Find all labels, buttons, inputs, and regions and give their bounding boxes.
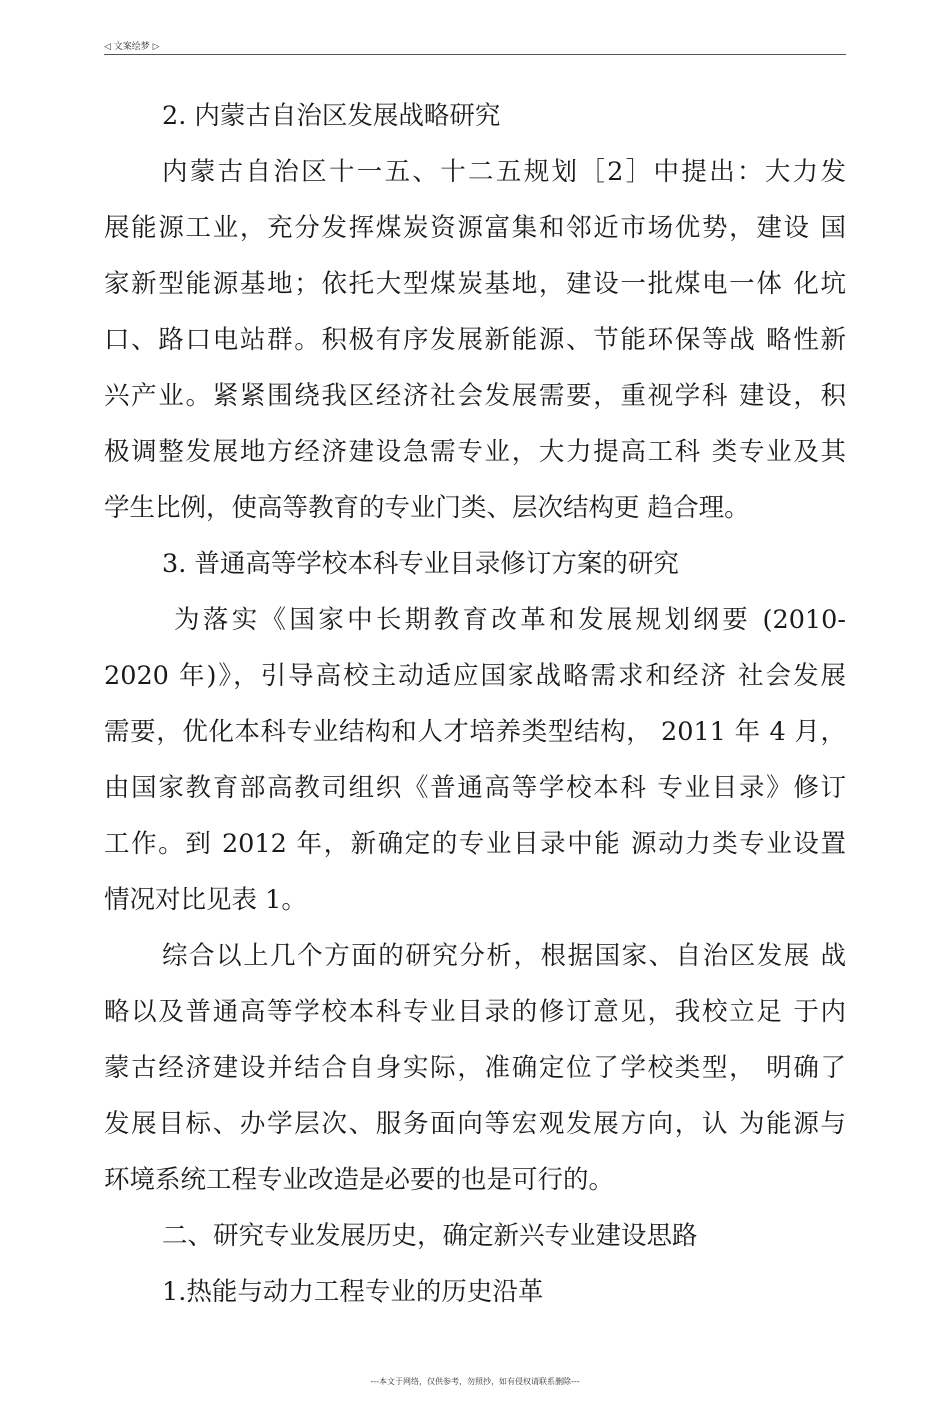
section-heading: 3. 普通高等学校本科专业目录修订方案的研究: [162, 549, 679, 579]
paragraph-line: 环境系统工程专业改造是必要的也是可行的。: [104, 1165, 615, 1195]
paragraph-line: 学生比例，使高等教育的专业门类、层次结构更 趋合理。: [104, 493, 750, 523]
page-footer: ---本文于网络，仅供参考，勿照抄，如有侵权请联系删除---: [370, 1377, 580, 1386]
paragraph-line: 口、路口电站群。积极有序发展新能源、节能环保等战 略性新: [104, 325, 846, 355]
section-heading: 二、研究专业发展历史，确定新兴专业建设思路: [162, 1221, 698, 1251]
paragraph-line: 家新型能源基地；依托大型煤炭基地，建设一批煤电一体 化坑: [104, 269, 846, 299]
paragraph-line: 展能源工业，充分发挥煤炭资源富集和邻近市场优势，建设 国: [104, 213, 846, 243]
document-body: [104, 88, 846, 1320]
paragraph-line: 兴产业。紧紧围绕我区经济社会发展需要，重视学科 建设，积: [104, 381, 846, 411]
paragraph-line: 由国家教育部高教司组织《普通高等学校本科 专业目录》修订: [104, 773, 846, 803]
header-logo-text: ◁ 文案绘梦 ▷: [104, 42, 160, 52]
paragraph-line: 蒙古经济建设并结合自身实际，准确定位了学校类型， 明确了: [104, 1053, 846, 1083]
paragraph-line: 极调整发展地方经济建设急需专业，大力提高工科 类专业及其: [104, 437, 846, 467]
paragraph-line: 略以及普通高等学校本科专业目录的修订意见，我校立足 于内: [104, 997, 846, 1027]
page-header: [104, 38, 846, 55]
paragraph-line: 为落实《国家中长期教育改革和发展规划纲要 (2010-: [174, 605, 846, 635]
paragraph-line: 综合以上几个方面的研究分析，根据国家、自治区发展 战: [162, 941, 846, 971]
paragraph-line: 需要，优化本科专业结构和人才培养类型结构， 2011 年 4 月，: [104, 717, 846, 747]
paragraph-line: 内蒙古自治区十一五、十二五规划［2］中提出：大力发: [162, 157, 846, 187]
paragraph-line: 2020 年)》，引导高校主动适应国家战略需求和经济 社会发展: [104, 661, 846, 691]
section-heading: 2. 内蒙古自治区发展战略研究: [162, 101, 501, 131]
paragraph-line: 发展目标、办学层次、服务面向等宏观发展方向，认 为能源与: [104, 1109, 846, 1139]
paragraph-line: 情况对比见表 1。: [104, 885, 307, 915]
paragraph-line: 工作。到 2012 年，新确定的专业目录中能 源动力类专业设置: [104, 829, 846, 859]
section-heading: 1.热能与动力工程专业的历史沿革: [162, 1277, 544, 1307]
